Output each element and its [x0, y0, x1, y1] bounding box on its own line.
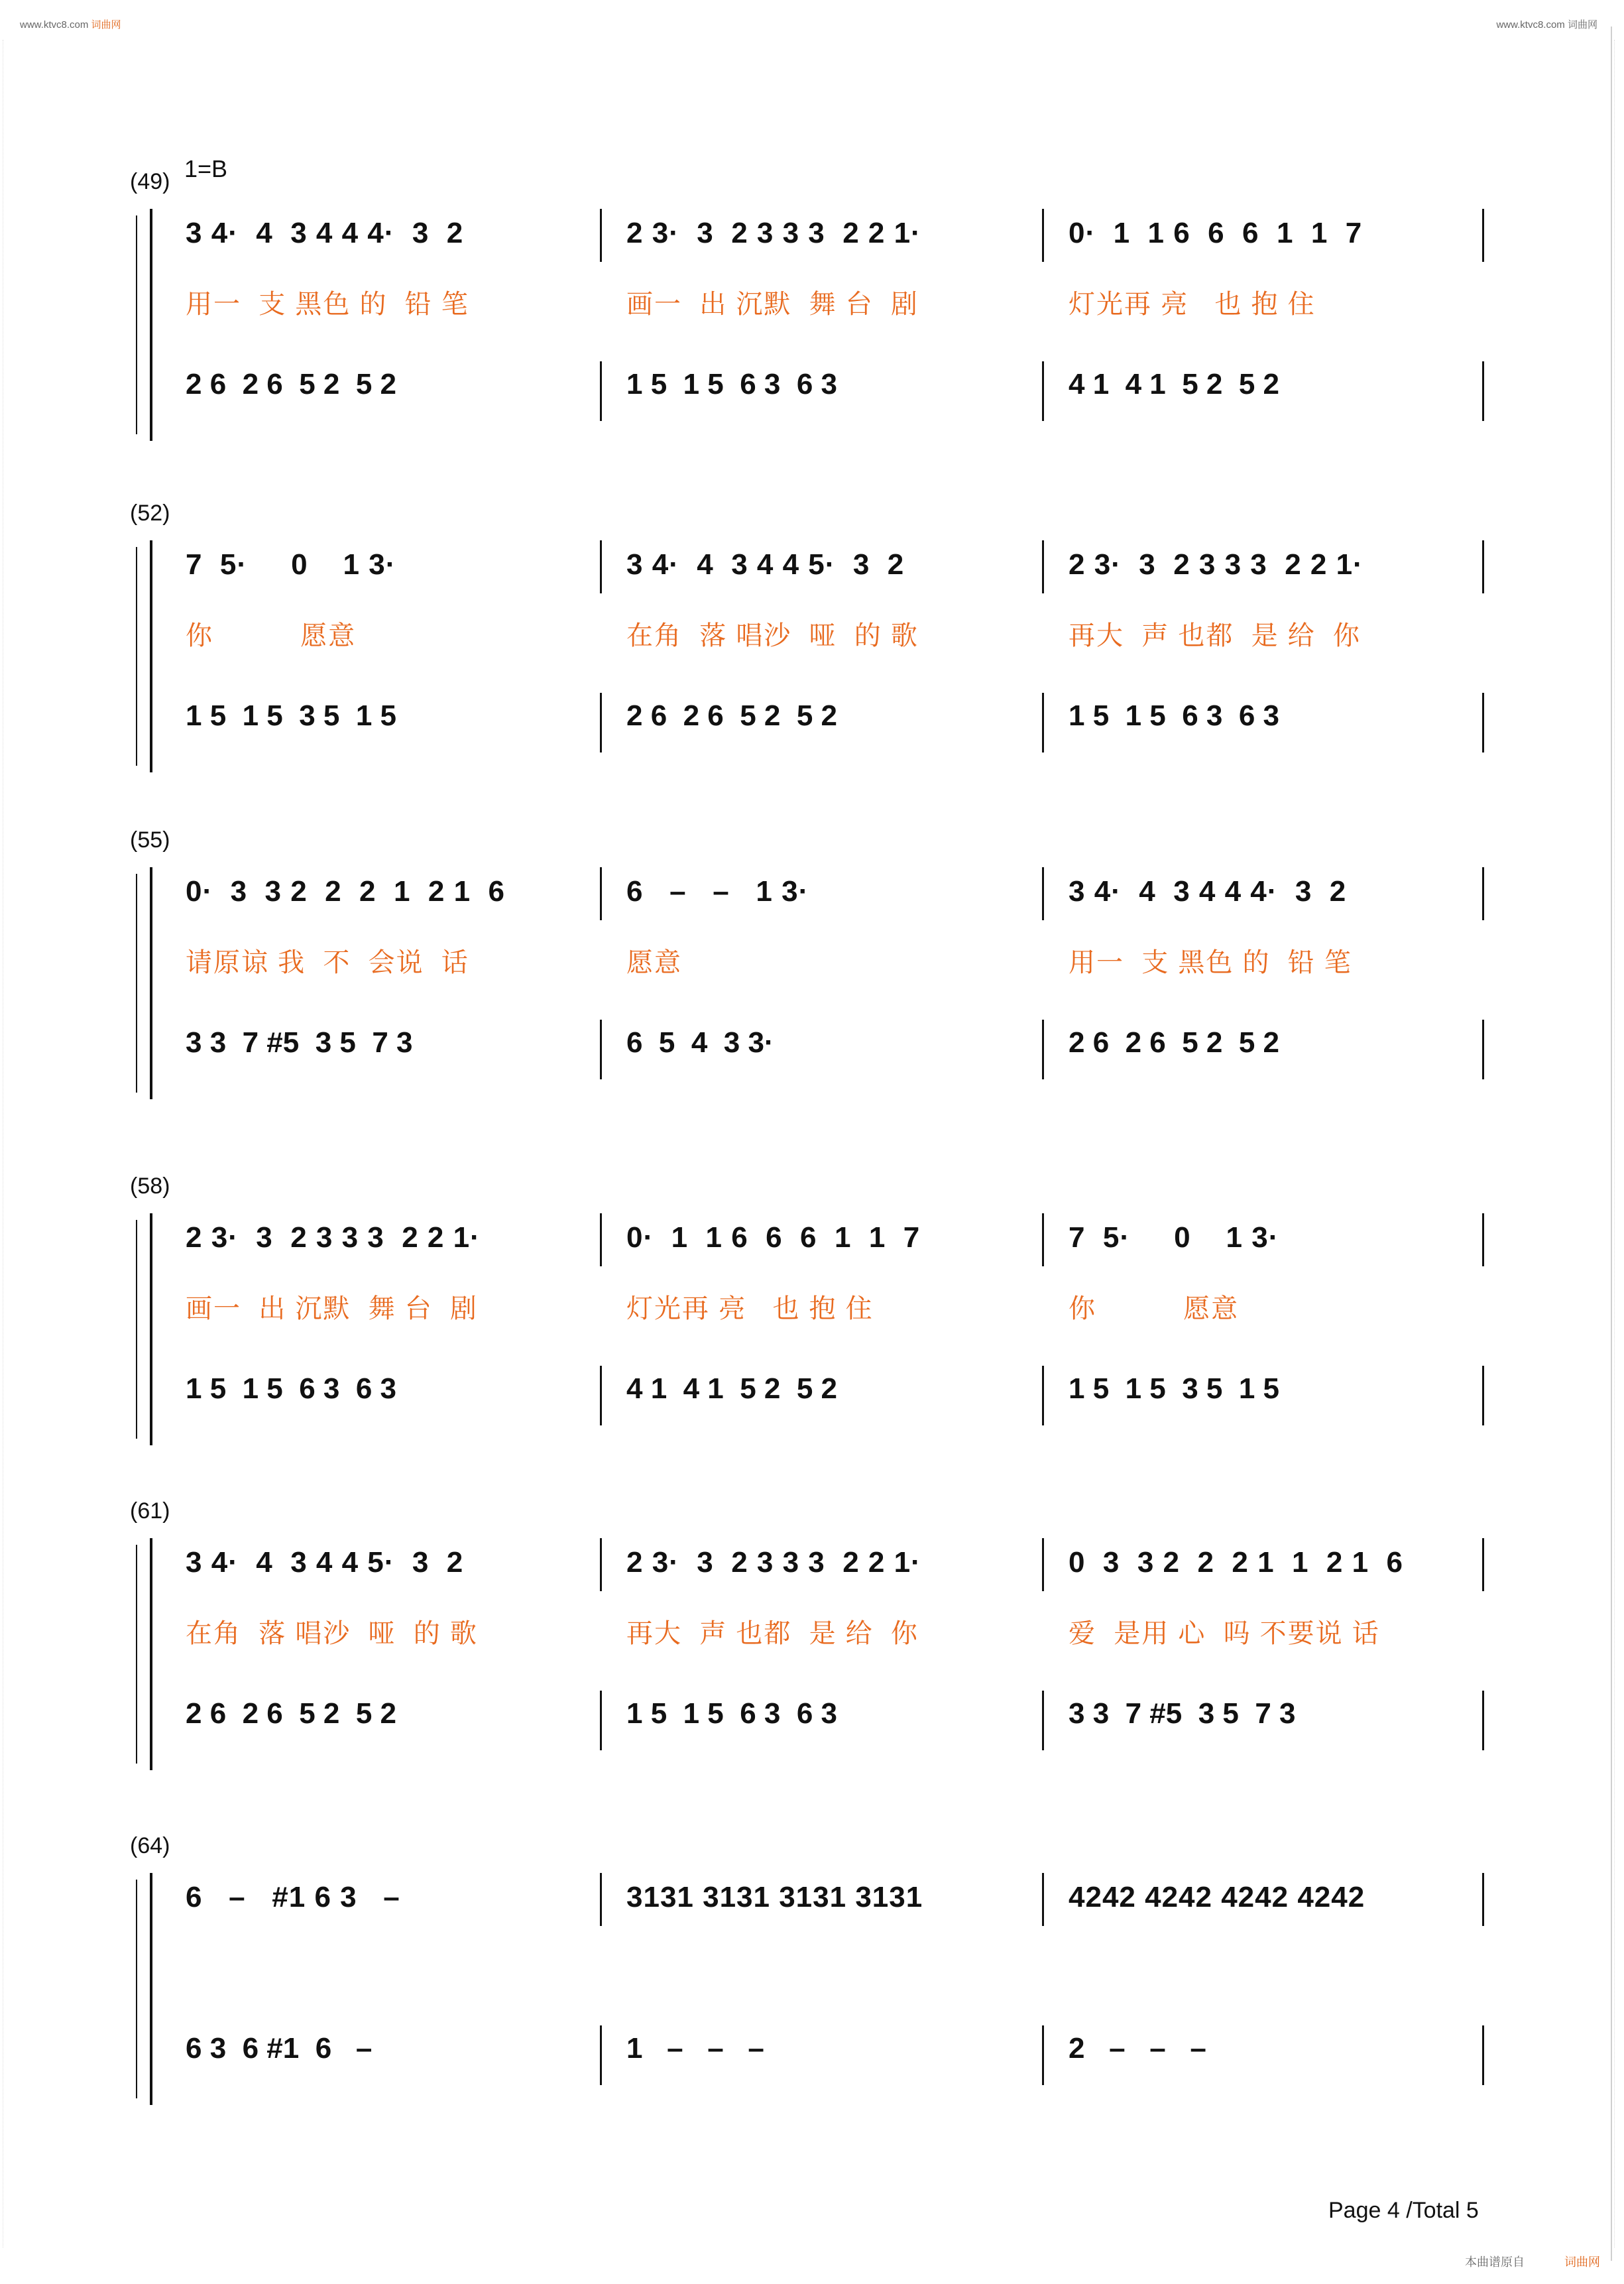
barline-bass: [1042, 1020, 1044, 1079]
lyric-measure: 爱 是用 心 吗 不要说 话: [1069, 1619, 1380, 1648]
bass-measure: 2 6 2 6 5 2 5 2: [1069, 1026, 1280, 1059]
system-number: (61): [130, 1498, 170, 1524]
footer-credit: [1465, 2253, 1525, 2270]
system-bracket: [136, 1545, 137, 1764]
system-number: (52): [130, 501, 170, 526]
header-right-site: 词曲网: [1567, 19, 1597, 30]
system-bracket: [136, 215, 137, 434]
barline-bass: [1482, 361, 1484, 421]
melody-measure: 2 3· 3 2 3 3 3 2 2 1·: [626, 1546, 921, 1579]
system-number: (64): [130, 1833, 170, 1858]
barline-treble: [1042, 1538, 1044, 1591]
bass-measure: 4 1 4 1 5 2 5 2: [626, 1372, 838, 1405]
page-edge-line: [1611, 27, 1612, 2261]
lyric-measure: 用一 支 黑色 的 铅 笔: [186, 290, 469, 319]
footer-credit-text: 本曲谱原自: [1465, 2255, 1525, 2269]
barline-treble: [1042, 1873, 1044, 1926]
header-right: [1496, 17, 1597, 31]
lyric-measure: 愿意: [626, 948, 682, 977]
system-brace: [150, 1538, 152, 1770]
barline-treble: [1042, 209, 1044, 262]
barline-treble: [600, 1873, 602, 1926]
melody-measure: 3131 3131 3131 3131: [626, 1881, 923, 1913]
lyric-measure: 在角 落 唱沙 哑 的 歌: [186, 1619, 478, 1648]
barline-bass: [1482, 1691, 1484, 1750]
bass-measure: 1 5 1 5 6 3 6 3: [626, 368, 838, 400]
barline-bass: [1482, 693, 1484, 752]
melody-measure: 6 – – 1 3·: [626, 875, 809, 908]
melody-measure: 3 4· 4 3 4 4 4· 3 2: [1069, 875, 1347, 908]
barline-treble: [1042, 1213, 1044, 1266]
barline-treble: [600, 867, 602, 920]
barline-bass: [600, 693, 602, 752]
barline-treble: [600, 209, 602, 262]
barline-treble: [600, 540, 602, 593]
melody-measure: 3 4· 4 3 4 4 5· 3 2: [186, 1546, 464, 1579]
bass-measure: 3 3 7 #5 3 5 7 3: [186, 1026, 413, 1059]
melody-measure: 0· 3 3 2 2 2 1 2 1 6: [186, 875, 505, 908]
bass-measure: 2 6 2 6 5 2 5 2: [626, 699, 838, 732]
melody-measure: 3 4· 4 3 4 4 5· 3 2: [626, 548, 905, 581]
bass-measure: 1 5 1 5 6 3 6 3: [1069, 699, 1280, 732]
bass-measure: 2 – – –: [1069, 2032, 1206, 2065]
barline-treble: [600, 1538, 602, 1591]
lyric-measure: 用一 支 黑色 的 铅 笔: [1069, 948, 1352, 977]
system-brace: [150, 1873, 152, 2105]
lyric-measure: 在角 落 唱沙 哑 的 歌: [626, 621, 919, 650]
page-counter: Page 4 /Total 5: [1328, 2198, 1479, 2223]
barline-treble: [1042, 540, 1044, 593]
barline-bass: [600, 1020, 602, 1079]
bass-measure: 2 6 2 6 5 2 5 2: [186, 368, 397, 400]
right-margin-watermark: [1614, 40, 1621, 2248]
system-number: (58): [130, 1173, 170, 1199]
system-bracket: [136, 874, 137, 1093]
bass-measure: 4 1 4 1 5 2 5 2: [1069, 368, 1280, 400]
melody-measure: 2 3· 3 2 3 3 3 2 2 1·: [186, 1221, 481, 1254]
barline-bass: [600, 1366, 602, 1425]
barline-treble: [1482, 1873, 1484, 1926]
barline-bass: [1042, 2025, 1044, 2085]
barline-bass: [1042, 693, 1044, 752]
lyric-measure: 再大 声 也都 是 给 你: [626, 1619, 919, 1648]
lyric-measure: 你 愿意: [186, 621, 357, 650]
barline-treble: [600, 1213, 602, 1266]
left-margin-watermark: [3, 40, 10, 2248]
barline-bass: [1482, 1020, 1484, 1079]
lyric-measure: 灯光再 亮 也 抱 住: [626, 1294, 874, 1323]
melody-measure: 4242 4242 4242 4242: [1069, 1881, 1365, 1913]
barline-bass: [1042, 361, 1044, 421]
barline-treble: [1482, 209, 1484, 262]
bass-measure: 1 – – –: [626, 2032, 764, 2065]
barline-bass: [1042, 1691, 1044, 1750]
bass-measure: 2 6 2 6 5 2 5 2: [186, 1697, 397, 1730]
system-brace: [150, 1213, 152, 1445]
barline-treble: [1482, 1213, 1484, 1266]
barline-treble: [1482, 1538, 1484, 1591]
system-number: (49): [130, 169, 170, 194]
barline-bass: [1482, 1366, 1484, 1425]
barline-treble: [1482, 867, 1484, 920]
bass-measure: 6 3 6 #1 6 –: [186, 2032, 373, 2065]
lyric-measure: 画一 出 沉默 舞 台 剧: [626, 290, 919, 319]
header-left-site: 词曲网: [91, 19, 121, 30]
system-bracket: [136, 1880, 137, 2098]
barline-bass: [1482, 2025, 1484, 2085]
system-bracket: [136, 547, 137, 766]
barline-bass: [600, 361, 602, 421]
bass-measure: 1 5 1 5 3 5 1 5: [1069, 1372, 1280, 1405]
bass-measure: 1 5 1 5 6 3 6 3: [626, 1697, 838, 1730]
melody-measure: 2 3· 3 2 3 3 3 2 2 1·: [626, 217, 921, 249]
melody-measure: 7 5· 0 1 3·: [186, 548, 396, 581]
key-signature: 1=B: [184, 155, 228, 182]
barline-treble: [1482, 540, 1484, 593]
lyric-measure: 再大 声 也都 是 给 你: [1069, 621, 1361, 650]
bass-measure: 1 5 1 5 3 5 1 5: [186, 699, 397, 732]
melody-measure: 3 4· 4 3 4 4 4· 3 2: [186, 217, 464, 249]
bass-measure: 6 5 4 3 3·: [626, 1026, 774, 1059]
lyric-measure: 请原谅 我 不 会说 话: [186, 948, 469, 977]
melody-measure: 6 – #1 6 3 –: [186, 1881, 400, 1913]
barline-bass: [600, 2025, 602, 2085]
system-brace: [150, 540, 152, 772]
header-right-url[interactable]: www.ktvc8.com: [1496, 19, 1565, 30]
melody-measure: 2 3· 3 2 3 3 3 2 2 1·: [1069, 548, 1363, 581]
barline-treble: [1042, 867, 1044, 920]
melody-measure: 7 5· 0 1 3·: [1069, 1221, 1279, 1254]
lyric-measure: 灯光再 亮 也 抱 住: [1069, 290, 1316, 319]
lyric-measure: 画一 出 沉默 舞 台 剧: [186, 1294, 478, 1323]
lyric-measure: 你 愿意: [1069, 1294, 1240, 1323]
barline-bass: [600, 1691, 602, 1750]
footer-site: 词曲网: [1564, 2255, 1600, 2269]
header-left-url[interactable]: www.ktvc8.com: [20, 19, 89, 30]
bass-measure: 3 3 7 #5 3 5 7 3: [1069, 1697, 1296, 1730]
melody-measure: 0· 1 1 6 6 6 1 1 7: [1069, 217, 1363, 249]
melody-measure: 0 3 3 2 2 2 1 1 2 1 6: [1069, 1546, 1403, 1579]
melody-measure: 0· 1 1 6 6 6 1 1 7: [626, 1221, 921, 1254]
header-left: [20, 17, 121, 31]
system-brace: [150, 867, 152, 1099]
barline-bass: [1042, 1366, 1044, 1425]
bass-measure: 1 5 1 5 6 3 6 3: [186, 1372, 397, 1405]
system-brace: [150, 209, 152, 441]
system-bracket: [136, 1220, 137, 1439]
system-number: (55): [130, 827, 170, 853]
